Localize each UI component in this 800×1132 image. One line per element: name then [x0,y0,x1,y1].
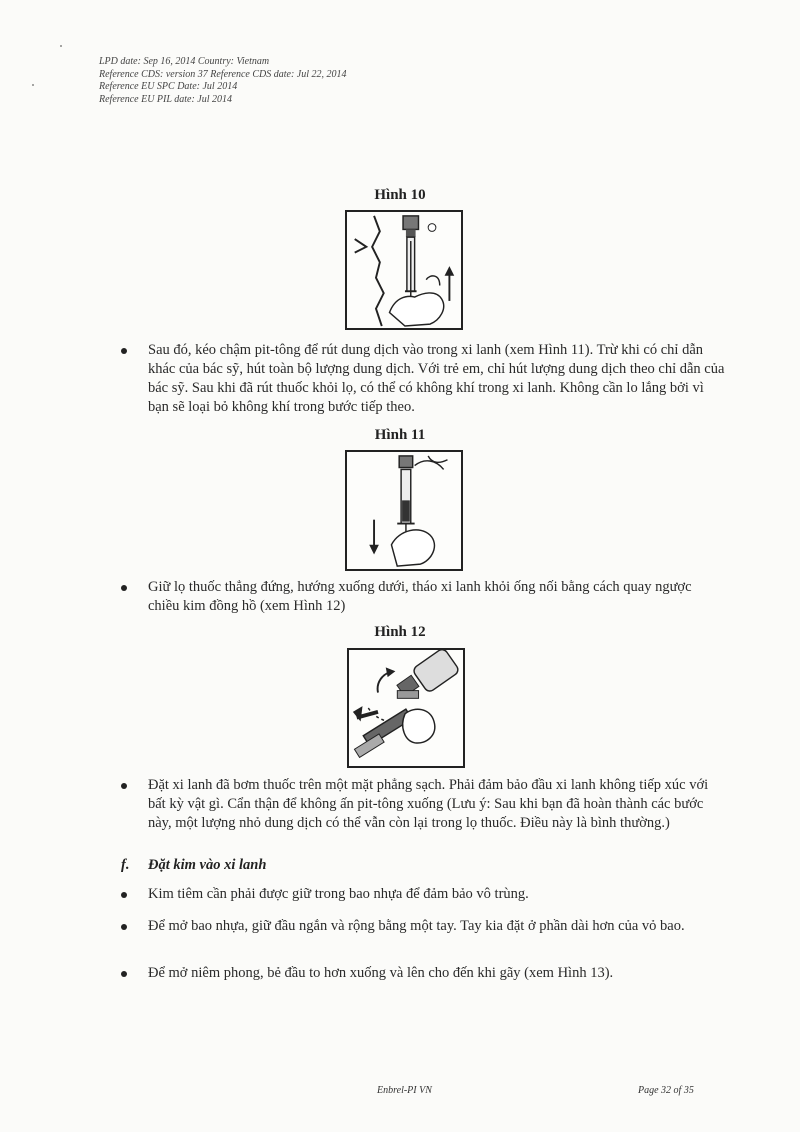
header-lpd-date: LPD date: Sep 16, 2014 Country: Vietnam [99,56,270,67]
paragraph-needle-sterile: Kim tiêm cần phải được giữ trong bao nhựa để đảm bảo vô trùng. [148,885,726,904]
header-reference-eu-pil: Reference EU PIL date: Jul 2014 [99,93,233,105]
section-title: Đặt kim vào xi lanh [148,857,267,873]
figure-12-image [347,648,465,768]
bullet-icon [121,892,127,898]
figure-11-image [345,450,463,571]
footer-document-name: Enbrel-PI VN [377,1085,432,1096]
paragraph-place-syringe: Đặt xi lanh đã bơm thuốc trên một mặt phẳng sạch. Phải đảm bảo đầu xi lanh không tiếp xúc với bất kỳ vật gì. Cẩn thận để không ấn pit-tông xuống (Lưu ý: Sau khi bạn đã hoàn thành các bước này, một lượng nhỏ dung dịch có thể vẫn còn lại trong lọ thuốc. Điều này là bình thường.) [148,776,726,833]
bullet-icon [121,971,127,977]
figure-10-title: Hình 10 [374,187,426,203]
paragraph-open-cover: Để mở bao nhựa, giữ đầu ngắn và rộng bằng một tay. Tay kia đặt ở phần dài hơn của vỏ bao. [148,917,726,936]
footer-page-number: Page 32 of 35 [638,1085,694,1096]
bullet-icon [121,348,127,354]
section-letter: f. [121,857,130,873]
syringe-pull-up-illustration [347,212,461,328]
bullet-icon [121,783,127,789]
header-reference-cds: Reference CDS: version 37 Reference CDS date: Jul 22, 2014 [99,68,347,80]
header-reference-eu-spc: Reference EU SPC Date: Jul 2014 [99,81,238,92]
section-heading-attach-needle [121,857,266,874]
paragraph-break-seal: Để mở niêm phong, bẻ đầu to hơn xuống và lên cho đến khi gãy (xem Hình 13). [148,964,726,983]
figure-12-title: Hình 12 [374,624,426,640]
paragraph-remove-syringe: Giữ lọ thuốc thẳng đứng, hướng xuống dưới, tháo xi lanh khỏi ống nối bằng cách quay ngược chiều kim đồng hồ (xem Hình 12) [148,578,726,616]
figure-11-title: Hình 11 [374,427,426,443]
document-header [99,56,347,106]
paragraph-withdraw-solution: Sau đó, kéo chậm pit-tông để rút dung dịch vào trong xi lanh (xem Hình 11). Trừ khi có chỉ dẫn khác của bác sỹ, hút toàn bộ lượng dung dịch. Với trẻ em, chỉ hút lượng dung dịch theo chỉ dẫn của bác sỹ. Sau khi đã rút thuốc khỏi lọ, có thể có không khí trong xi lanh. Không cần lo lắng bởi vì bạn sẽ loại bỏ không khí trong bước tiếp theo. [148,341,726,417]
syringe-pull-down-illustration [347,452,461,569]
bullet-icon [121,585,127,591]
syringe-unscrew-illustration [349,650,463,766]
bullet-icon [121,924,127,930]
figure-10-image [345,210,463,330]
